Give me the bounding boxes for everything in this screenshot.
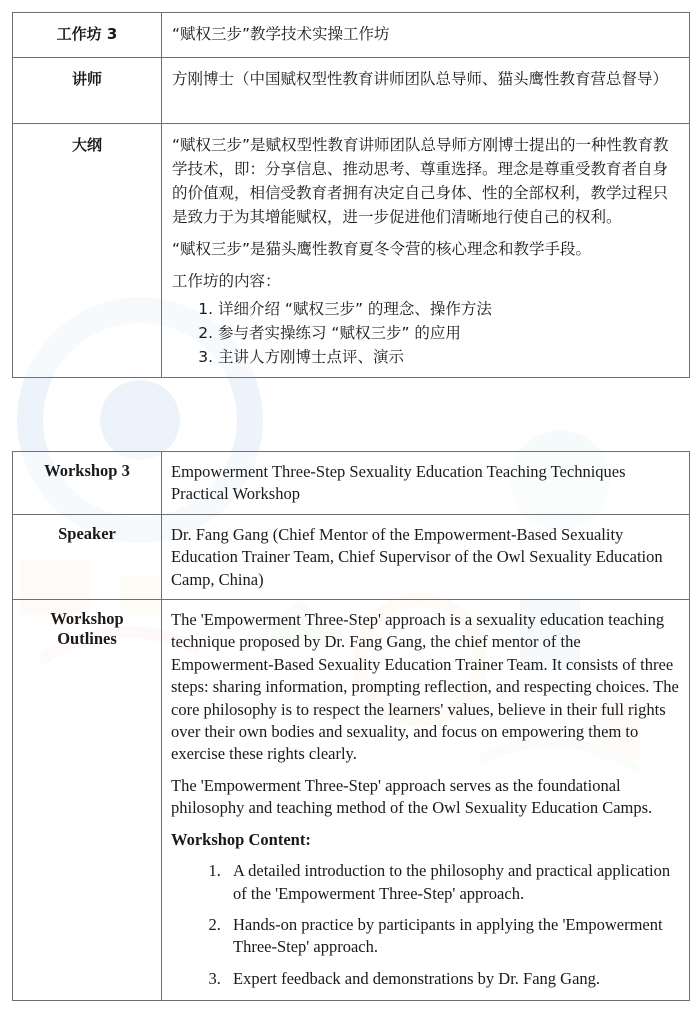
workshop-table-chinese [12, 12, 690, 378]
outline-label-cell: Workshop Outlines [13, 600, 162, 1001]
outline-label-cell: 大纲 [13, 124, 162, 378]
speaker-value-cell: 方刚博士（中国赋权型性教育讲师团队总导师、猫头鹰性教育营总督导） [162, 58, 690, 124]
content-heading: Workshop Content: [171, 829, 311, 849]
outline-value-cell [162, 600, 690, 1001]
table-row [13, 600, 690, 1001]
outline-value-cell [162, 124, 690, 378]
table-row [13, 124, 690, 378]
list-item: 1. A detailed introduction to the philosophy and practical application of the 'Empowerment Three-Step' approach. [225, 860, 679, 905]
table-row [13, 514, 690, 599]
list-item: 1. 详细介绍 “赋权三步” 的理念、操作方法 [218, 297, 679, 321]
outline-paragraph: “赋权三步”是赋权型性教育讲师团队总导师方刚博士提出的一种性教育教学技术，即：分享信息、推动思考、尊重选择。理念是尊重受教育者自身的价值观，相信受教育者拥有决定自己身体、性的全部权利，教学过程只是致力于为其增能赋权，进一步促进他们清晰地行使自己的权利。 [172, 136, 669, 226]
content-heading: 工作坊的内容： [172, 272, 281, 290]
outline-paragraph: The 'Empowerment Three-Step' approach is a sexuality education teaching technique proposed by Dr. Fang Gang, the chief mentor of the Empowerment-Based Sexuality Education Trainer Team. It consists of three steps: sharing information, prompting reflection, and respecting choices. The core philosophy is to respect the learners' values, believe in their full rights over their own bodies and sexuality, and focus on empowering them to exercise these rights clearly. [171, 610, 679, 764]
workshop-title-cell: Empowerment Three-Step Sexuality Education Teaching Techniques Practical Workshop [162, 452, 690, 515]
speaker-value-cell: Dr. Fang Gang (Chief Mentor of the Empowerment-Based Sexuality Education Trainer Team, Chief Supervisor of the Owl Sexuality Education Camp, China) [162, 514, 690, 599]
table-row [13, 58, 690, 124]
speaker-label-cell: Speaker [13, 514, 162, 599]
workshop-label-cell: Workshop 3 [13, 452, 162, 515]
list-item: 2. Hands-on practice by participants in applying the 'Empowerment Three-Step' approach. [225, 914, 679, 959]
table-row [13, 452, 690, 515]
speaker-label-cell: 讲师 [13, 58, 162, 124]
workshop-table-english [12, 451, 690, 1001]
workshop-title-cell: “赋权三步”教学技术实操工作坊 [162, 13, 690, 58]
content-list [172, 297, 679, 369]
outline-paragraph: The 'Empowerment Three-Step' approach serves as the foundational philosophy and teaching method of the Owl Sexuality Education Camps. [171, 775, 653, 818]
list-item: 3. Expert feedback and demonstrations by Dr. Fang Gang. [225, 968, 679, 990]
outline-paragraph: “赋权三步”是猫头鹰性教育夏冬令营的核心理念和教学手段。 [172, 240, 592, 258]
content-list [171, 860, 679, 990]
list-item: 3. 主讲人方刚博士点评、演示 [218, 345, 679, 369]
workshop-label-cell: 工作坊 3 [13, 13, 162, 58]
list-item: 2. 参与者实操练习 “赋权三步” 的应用 [218, 321, 679, 345]
table-row [13, 13, 690, 58]
